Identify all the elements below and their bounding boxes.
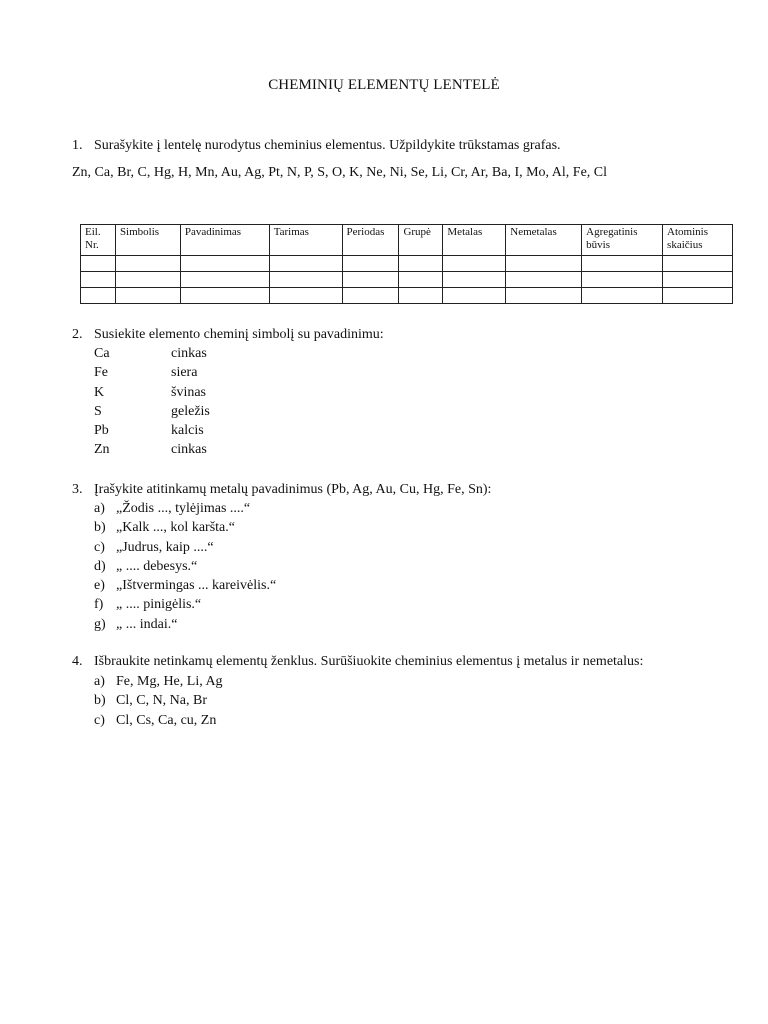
list-item: e) „Ištvermingas ... kareivėlis.“ — [94, 578, 277, 594]
list-item — [94, 421, 210, 440]
header-cell-atominis-skaicius: Atominis skaičius — [663, 225, 733, 256]
sorting-list — [94, 672, 223, 730]
question-3-text: Įrašykite atitinkamų metalų pavadinimus (Pb, Ag, Au, Cu, Hg, Fe, Sn): — [94, 482, 492, 497]
list-item — [94, 383, 210, 402]
element-name: cinkas — [171, 346, 207, 361]
table-row — [81, 256, 733, 272]
header-cell-simbolis: Simbolis — [115, 225, 180, 256]
question-4-text: Išbraukite netinkamų elementų ženklus. Surūšiuokite cheminius elementus į metalus ir nemetalus: — [94, 654, 644, 669]
element-symbol: Ca — [94, 346, 110, 361]
question-1-text: Surašykite į lentelę nurodytus cheminius elementus. Užpildykite trūkstamas grafas. — [94, 138, 561, 153]
header-cell-agregatinis-buvis: Agregatinis būvis — [582, 225, 663, 256]
header-cell-grupe: Grupė — [399, 225, 443, 256]
question-2 — [72, 325, 384, 344]
list-item: c) „Judrus, kaip ....“ — [94, 539, 214, 555]
element-symbol: Fe — [94, 365, 108, 381]
question-2-number: 2. — [72, 327, 83, 342]
symbol-name-list — [94, 344, 210, 460]
header-cell-periodas: Periodas — [342, 225, 399, 256]
header-cell-metalas: Metalas — [443, 225, 506, 256]
question-4 — [72, 652, 643, 671]
elements-table — [80, 224, 733, 304]
element-symbol: S — [94, 403, 102, 419]
list-item: f) „ .... pinigėlis.“ — [94, 597, 202, 613]
table-row — [81, 272, 733, 288]
proverb-list — [94, 499, 276, 634]
header-cell-pavadinimas: Pavadinimas — [180, 225, 269, 256]
element-name: kalcis — [171, 423, 204, 439]
question-3-number: 3. — [72, 482, 83, 497]
element-name: geležis — [171, 403, 210, 419]
element-name: siera — [171, 365, 198, 381]
question-1 — [72, 136, 561, 155]
list-item: b) Cl, C, N, Na, Br — [94, 693, 207, 709]
list-item — [94, 440, 210, 459]
list-item — [94, 402, 210, 421]
element-name: cinkas — [171, 442, 207, 458]
list-item: d) „ .... debesys.“ — [94, 558, 198, 574]
header-cell-nemetalas: Nemetalas — [506, 225, 582, 256]
element-symbol: K — [94, 384, 105, 400]
element-symbol: Pb — [94, 423, 109, 439]
list-item: b) „Kalk ..., kol karšta.“ — [94, 520, 235, 536]
page-title: CHEMINIŲ ELEMENTŲ LENTELĖ — [268, 77, 500, 93]
question-4-number: 4. — [72, 654, 83, 669]
element-list: Zn, Ca, Br, C, Hg, H, Mn, Au, Ag, Pt, N, P, S, O, K, Ne, Ni, Se, Li, Cr, Ar, Ba, I, Mo, Al, Fe, Cl — [72, 165, 608, 180]
list-item: c) Cl, Cs, Ca, cu, Zn — [94, 712, 217, 728]
question-2-text: Susiekite elemento cheminį simbolį su pavadinimu: — [94, 327, 384, 342]
question-3 — [72, 480, 491, 499]
list-item: a) Fe, Mg, He, Li, Ag — [94, 674, 223, 689]
element-name: švinas — [171, 384, 206, 400]
list-item: g) „ ... indai.“ — [94, 616, 178, 632]
header-cell-eil-nr: Eil. Nr. — [81, 225, 116, 256]
question-1-number: 1. — [72, 138, 83, 153]
list-item: a) „Žodis ..., tylėjimas ....“ — [94, 501, 251, 516]
table-header-row — [81, 225, 733, 256]
table-row — [81, 288, 733, 304]
list-item — [94, 363, 210, 382]
list-item — [94, 344, 210, 363]
header-cell-tarimas: Tarimas — [269, 225, 342, 256]
element-symbol: Zn — [94, 442, 110, 458]
